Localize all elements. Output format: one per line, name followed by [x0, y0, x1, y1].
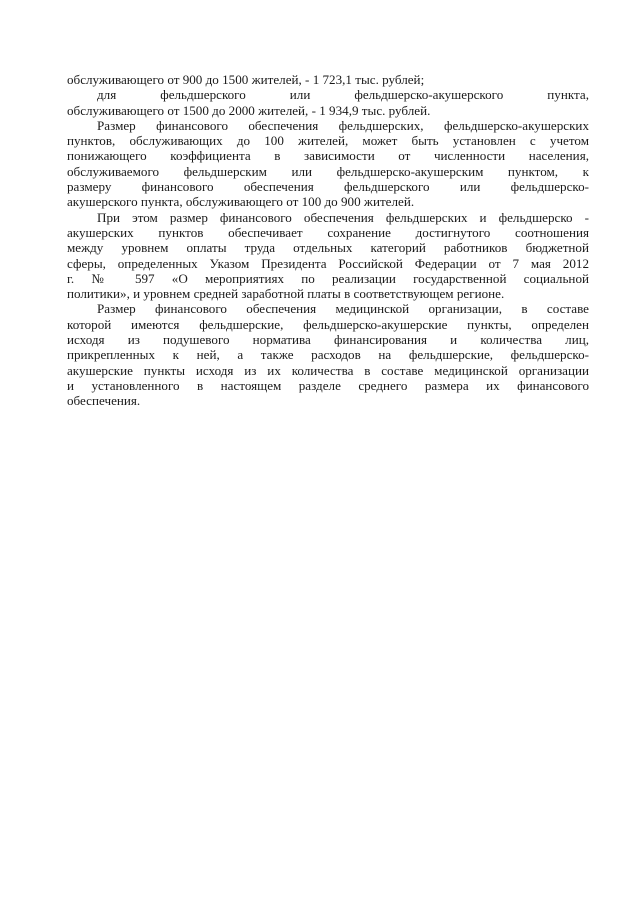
paragraph-2	[67, 87, 589, 118]
text-line: обслуживаемого фельдшерским или фельдшерско-акушерским пунктом, к	[67, 163, 589, 179]
document-page	[67, 72, 589, 409]
text-line: обслуживающего от 900 до 1500 жителей, - 1 723,1 тыс. рублей;	[67, 72, 425, 87]
text-line: акушерские пункты исходя из их количества в составе медицинской организации	[67, 362, 589, 378]
text-line: акушерских пунктов обеспечивает сохранение достигнутого соотношения	[67, 224, 589, 240]
text-line: Размер финансового обеспечения фельдшерских, фельдшерско-акушерских	[97, 117, 589, 133]
text-line: Размер финансового обеспечения медицинской организации, в составе	[97, 301, 589, 317]
text-line: обслуживающего от 1500 до 2000 жителей, - 1 934,9 тыс. рублей.	[67, 102, 431, 118]
text-line: прикрепленных к ней, а также расходов на фельдшерские, фельдшерско-	[67, 347, 589, 363]
text-line: акушерского пункта, обслуживающего от 100 до 900 жителей.	[67, 194, 415, 210]
paragraph-3	[67, 118, 589, 210]
text-line: понижающего коэффициента в зависимости от численности населения,	[67, 148, 589, 164]
text-line: пунктов, обслуживающих до 100 жителей, может быть установлен с учетом	[67, 133, 589, 149]
text-line: г. № 597 «О мероприятиях по реализации государственной социальной	[67, 270, 589, 286]
text-line: политики», и уровнем средней заработной платы в соответствующем регионе.	[67, 286, 505, 302]
text-line: исходя из подушевого норматива финансирования и количества лиц,	[67, 332, 589, 348]
text-line: для фельдшерского или фельдшерско-акушерского пункта,	[97, 87, 589, 103]
paragraph-5	[67, 301, 589, 408]
text-line: которой имеются фельдшерские, фельдшерско-акушерские пункты, определен	[67, 316, 589, 332]
text-line: размеру финансового обеспечения фельдшерского или фельдшерско-	[67, 179, 589, 195]
text-line: и установленного в настоящем разделе среднего размера их финансового	[67, 377, 589, 393]
text-line: сферы, определенных Указом Президента Российской Федерации от 7 мая 2012	[67, 255, 589, 271]
paragraph-1	[67, 72, 589, 87]
paragraph-4	[67, 210, 589, 302]
text-line: При этом размер финансового обеспечения фельдшерских и фельдшерско -	[97, 209, 589, 225]
text-line: между уровнем оплаты труда отдельных категорий работников бюджетной	[67, 240, 589, 256]
text-line: обеспечения.	[67, 393, 141, 409]
